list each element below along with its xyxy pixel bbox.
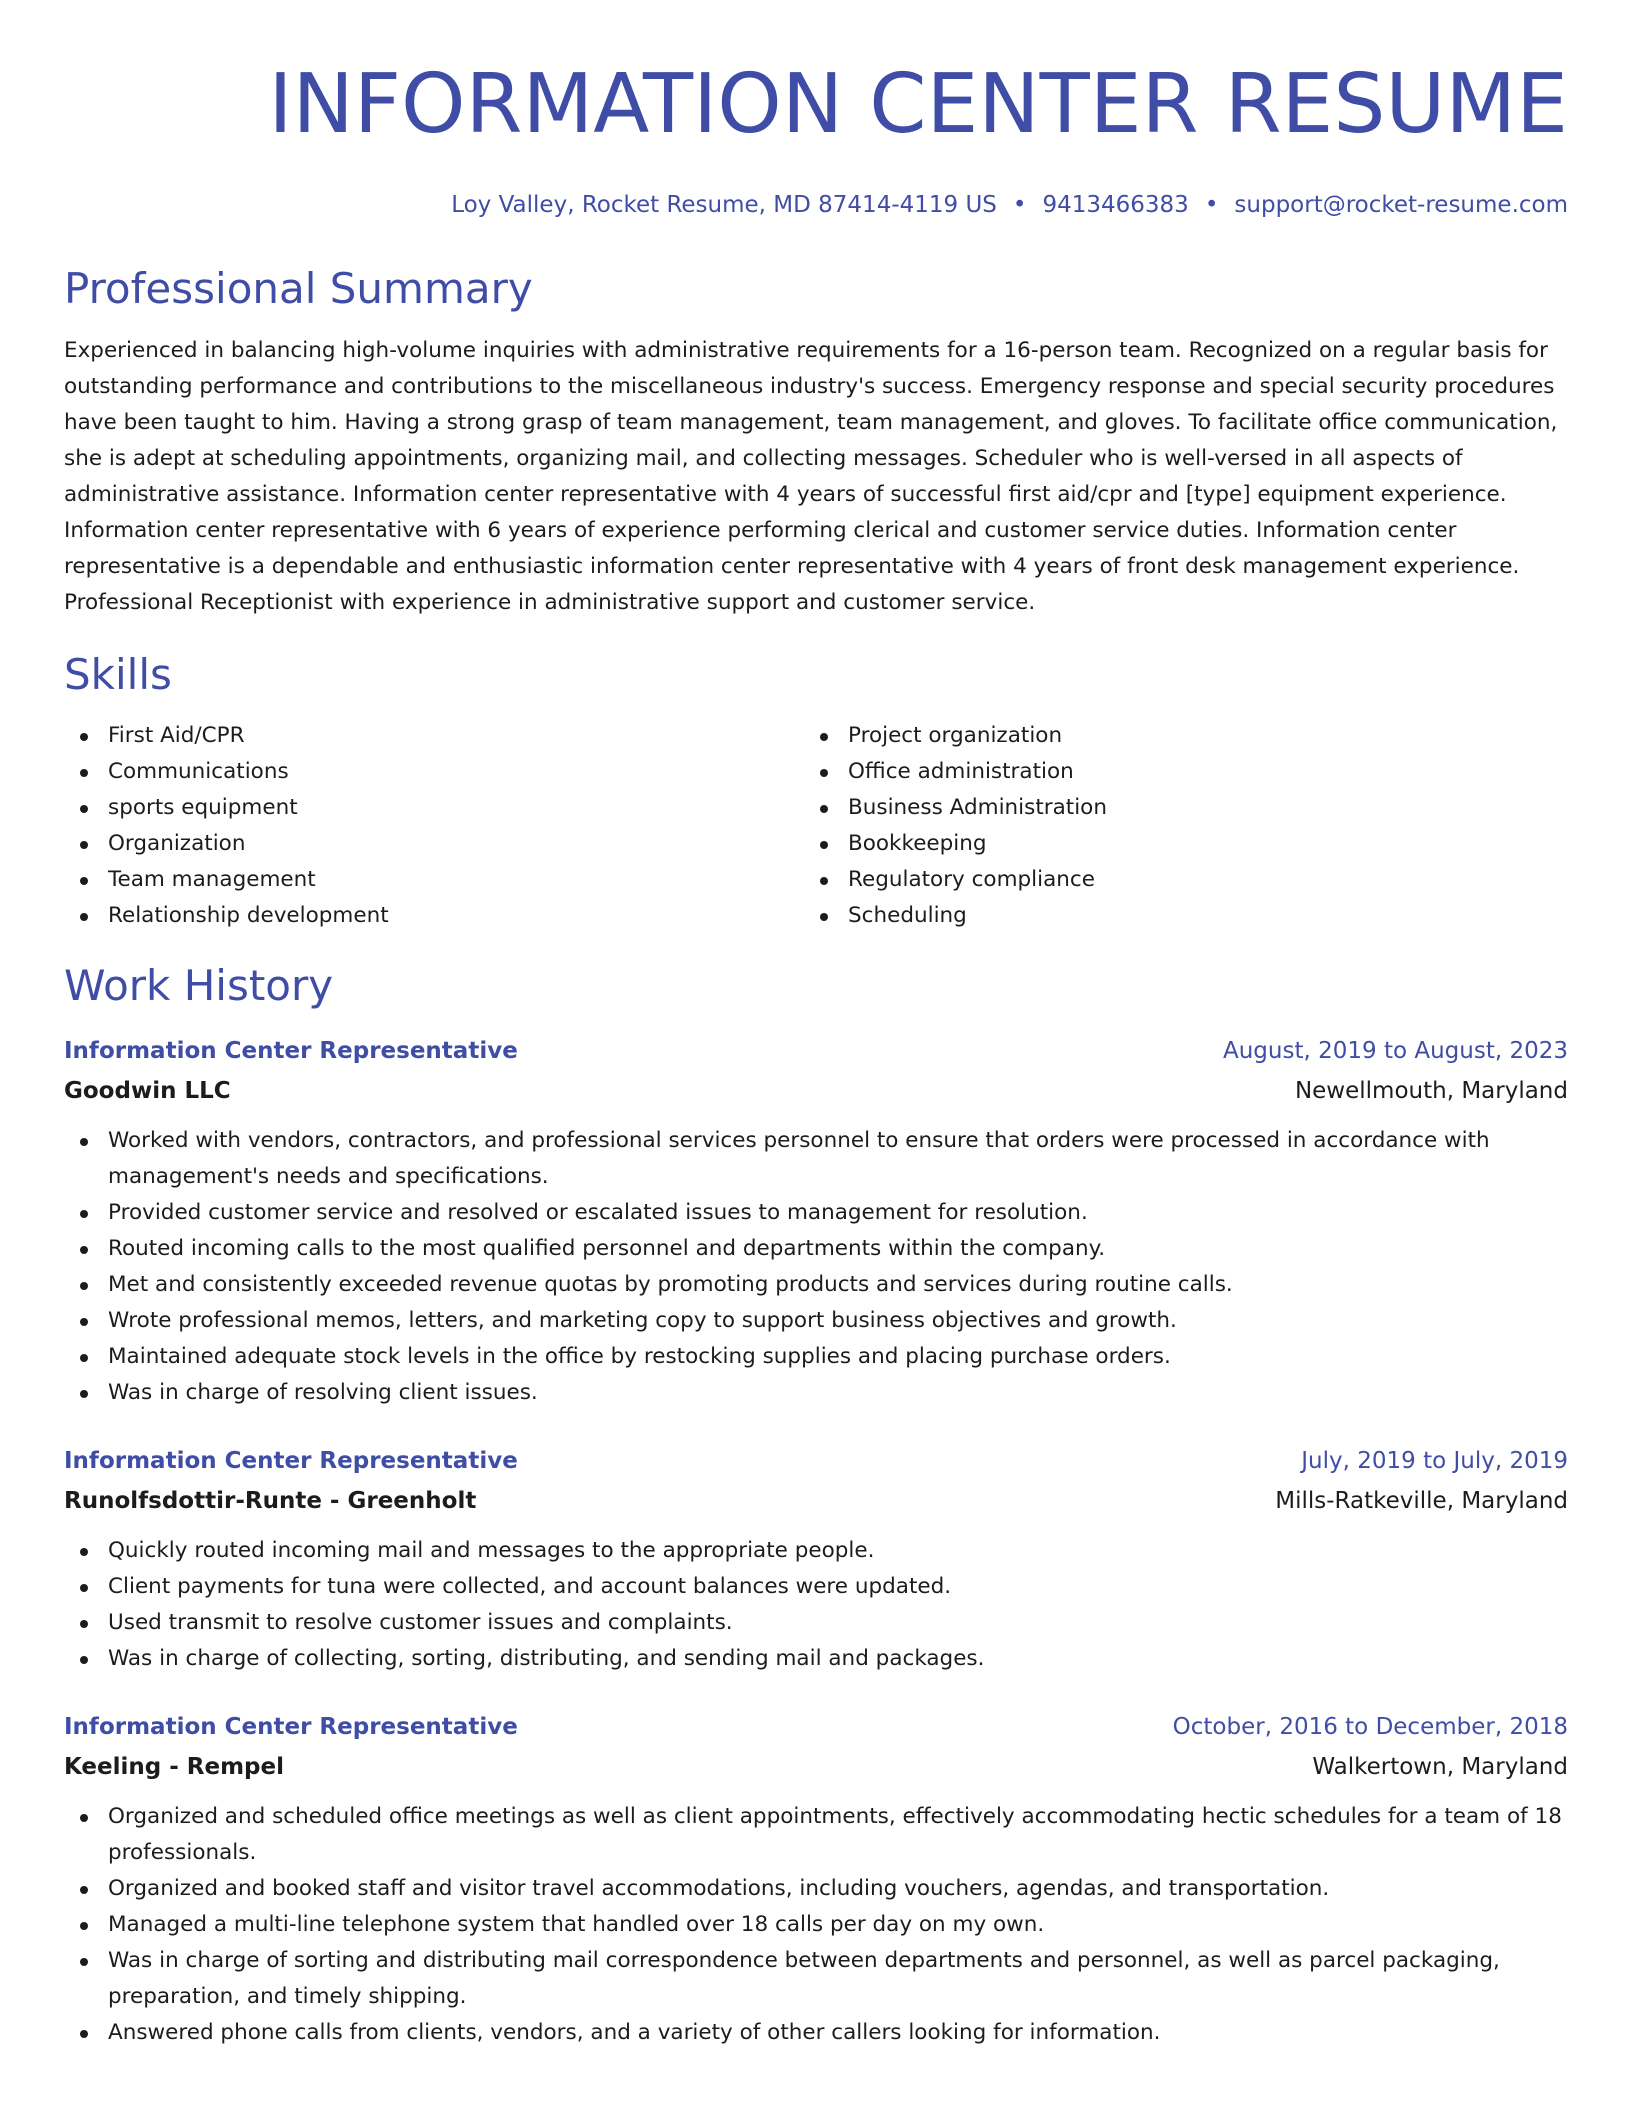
- job-dates: August, 2019 to August, 2023: [1223, 1038, 1568, 1064]
- job-location: Newellmouth, Maryland: [1294, 1078, 1568, 1104]
- contact-email: support@rocket-resume.com: [1234, 192, 1568, 218]
- duty-item: Organized and booked staff and visitor travel accommodations, including vouchers, agendas, and transportation.: [64, 1871, 1568, 1907]
- duty-item: Client payments for tuna were collected, and account balances were updated.: [64, 1569, 1568, 1605]
- contact-phone: 9413466383: [1042, 192, 1189, 218]
- job-entry: [64, 1031, 1568, 1411]
- job-dates: July, 2019 to July, 2019: [1301, 1448, 1568, 1474]
- skills-column-right: [804, 718, 1544, 934]
- skill-item: Regulatory compliance: [804, 862, 1544, 898]
- skills-heading: Skills: [64, 650, 172, 699]
- duty-item: Worked with vendors, contractors, and professional services personnel to ensure that orders were processed in accordance with management's needs and specifications.: [64, 1123, 1568, 1195]
- skills-list: [64, 718, 1568, 934]
- skill-item: Business Administration: [804, 790, 1544, 826]
- skill-item: Office administration: [804, 754, 1544, 790]
- summary-heading: Professional Summary: [64, 264, 533, 313]
- contact-line: [64, 190, 1568, 220]
- job-duties: [64, 1533, 1568, 1677]
- duty-item: Answered phone calls from clients, vendors, and a variety of other callers looking for information.: [64, 2015, 1568, 2051]
- duty-item: Was in charge of resolving client issues.: [64, 1375, 1568, 1411]
- skill-item: sports equipment: [64, 790, 804, 826]
- skill-item: Relationship development: [64, 898, 804, 934]
- job-employer: [64, 1071, 1568, 1111]
- job-employer: [64, 1481, 1568, 1521]
- skill-item: First Aid/CPR: [64, 718, 804, 754]
- duty-item: Wrote professional memos, letters, and marketing copy to support business objectives and growth.: [64, 1303, 1568, 1339]
- contact-separator: •: [1012, 192, 1027, 218]
- job-title: Information Center Representative: [64, 1448, 518, 1474]
- duty-item: Provided customer service and resolved or escalated issues to management for resolution.: [64, 1195, 1568, 1231]
- contact-address: Loy Valley, Rocket Resume, MD 87414-4119 US: [451, 192, 997, 218]
- skill-item: Communications: [64, 754, 804, 790]
- skill-item: Scheduling: [804, 898, 1544, 934]
- duty-item: Maintained adequate stock levels in the office by restocking supplies and placing purchase orders.: [64, 1339, 1568, 1375]
- duty-item: Quickly routed incoming mail and messages to the appropriate people.: [64, 1533, 1568, 1569]
- duty-item: Routed incoming calls to the most qualified personnel and departments within the company.: [64, 1231, 1568, 1267]
- contact-separator: •: [1204, 192, 1219, 218]
- job-location: Walkertown, Maryland: [1312, 1754, 1568, 1780]
- resume-header: [64, 50, 1568, 220]
- job-location: Mills-Ratkeville, Maryland: [1275, 1488, 1568, 1514]
- skill-item: Team management: [64, 862, 804, 898]
- duty-item: Used transmit to resolve customer issues and complaints.: [64, 1605, 1568, 1641]
- job-dates: October, 2016 to December, 2018: [1172, 1714, 1568, 1740]
- job-employer: [64, 1747, 1568, 1787]
- skill-item: Project organization: [804, 718, 1544, 754]
- job-duties: [64, 1123, 1568, 1411]
- job-duties: [64, 1799, 1568, 2051]
- work-history-heading: Work History: [64, 961, 334, 1010]
- skills-column-left: [64, 718, 804, 934]
- resume-name: INFORMATION CENTER RESUME: [268, 57, 1568, 152]
- job-company: Runolfsdottir-Runte - Greenholt: [64, 1488, 477, 1514]
- duty-item: Managed a multi-line telephone system that handled over 18 calls per day on my own.: [64, 1907, 1568, 1943]
- job-title: Information Center Representative: [64, 1714, 518, 1740]
- skill-item: Organization: [64, 826, 804, 862]
- duty-item: Was in charge of collecting, sorting, distributing, and sending mail and packages.: [64, 1641, 1568, 1677]
- job-title: Information Center Representative: [64, 1038, 518, 1064]
- summary-text: Experienced in balancing high-volume inquiries with administrative requirements for a 16-person team. Recognized on a regular basis for outstanding performance and contributions to the miscellaneous industry's success. Emergency response and special security procedures have been taught to him. Having a strong grasp of team management, team management, and gloves. To facilitate office communication, she is adept at scheduling appointments, organizing mail, and collecting messages. Scheduler who is well-versed in all aspects of administrative assistance. Information center representative with 4 years of successful first aid/cpr and [type] equipment experience. Information center representative with 6 years of experience performing clerical and customer service duties. Information center representative is a dependable and enthusiastic information center representative with 4 years of front desk management experience. Professional Receptionist with experience in administrative support and customer service.: [64, 338, 1558, 615]
- skill-item: Bookkeeping: [804, 826, 1544, 862]
- job-header: [64, 1441, 1568, 1481]
- job-entry: [64, 1441, 1568, 1677]
- job-header: [64, 1031, 1568, 1071]
- job-entry: [64, 1707, 1568, 2051]
- duty-item: Was in charge of sorting and distributing mail correspondence between departments and personnel, as well as parcel packaging, preparation, and timely shipping.: [64, 1943, 1568, 2015]
- duty-item: Met and consistently exceeded revenue quotas by promoting products and services during routine calls.: [64, 1267, 1568, 1303]
- job-company: Keeling - Rempel: [64, 1754, 285, 1780]
- job-header: [64, 1707, 1568, 1747]
- job-company: Goodwin LLC: [64, 1078, 231, 1104]
- duty-item: Organized and scheduled office meetings as well as client appointments, effectively accommodating hectic schedules for a team of 18 professionals.: [64, 1799, 1568, 1871]
